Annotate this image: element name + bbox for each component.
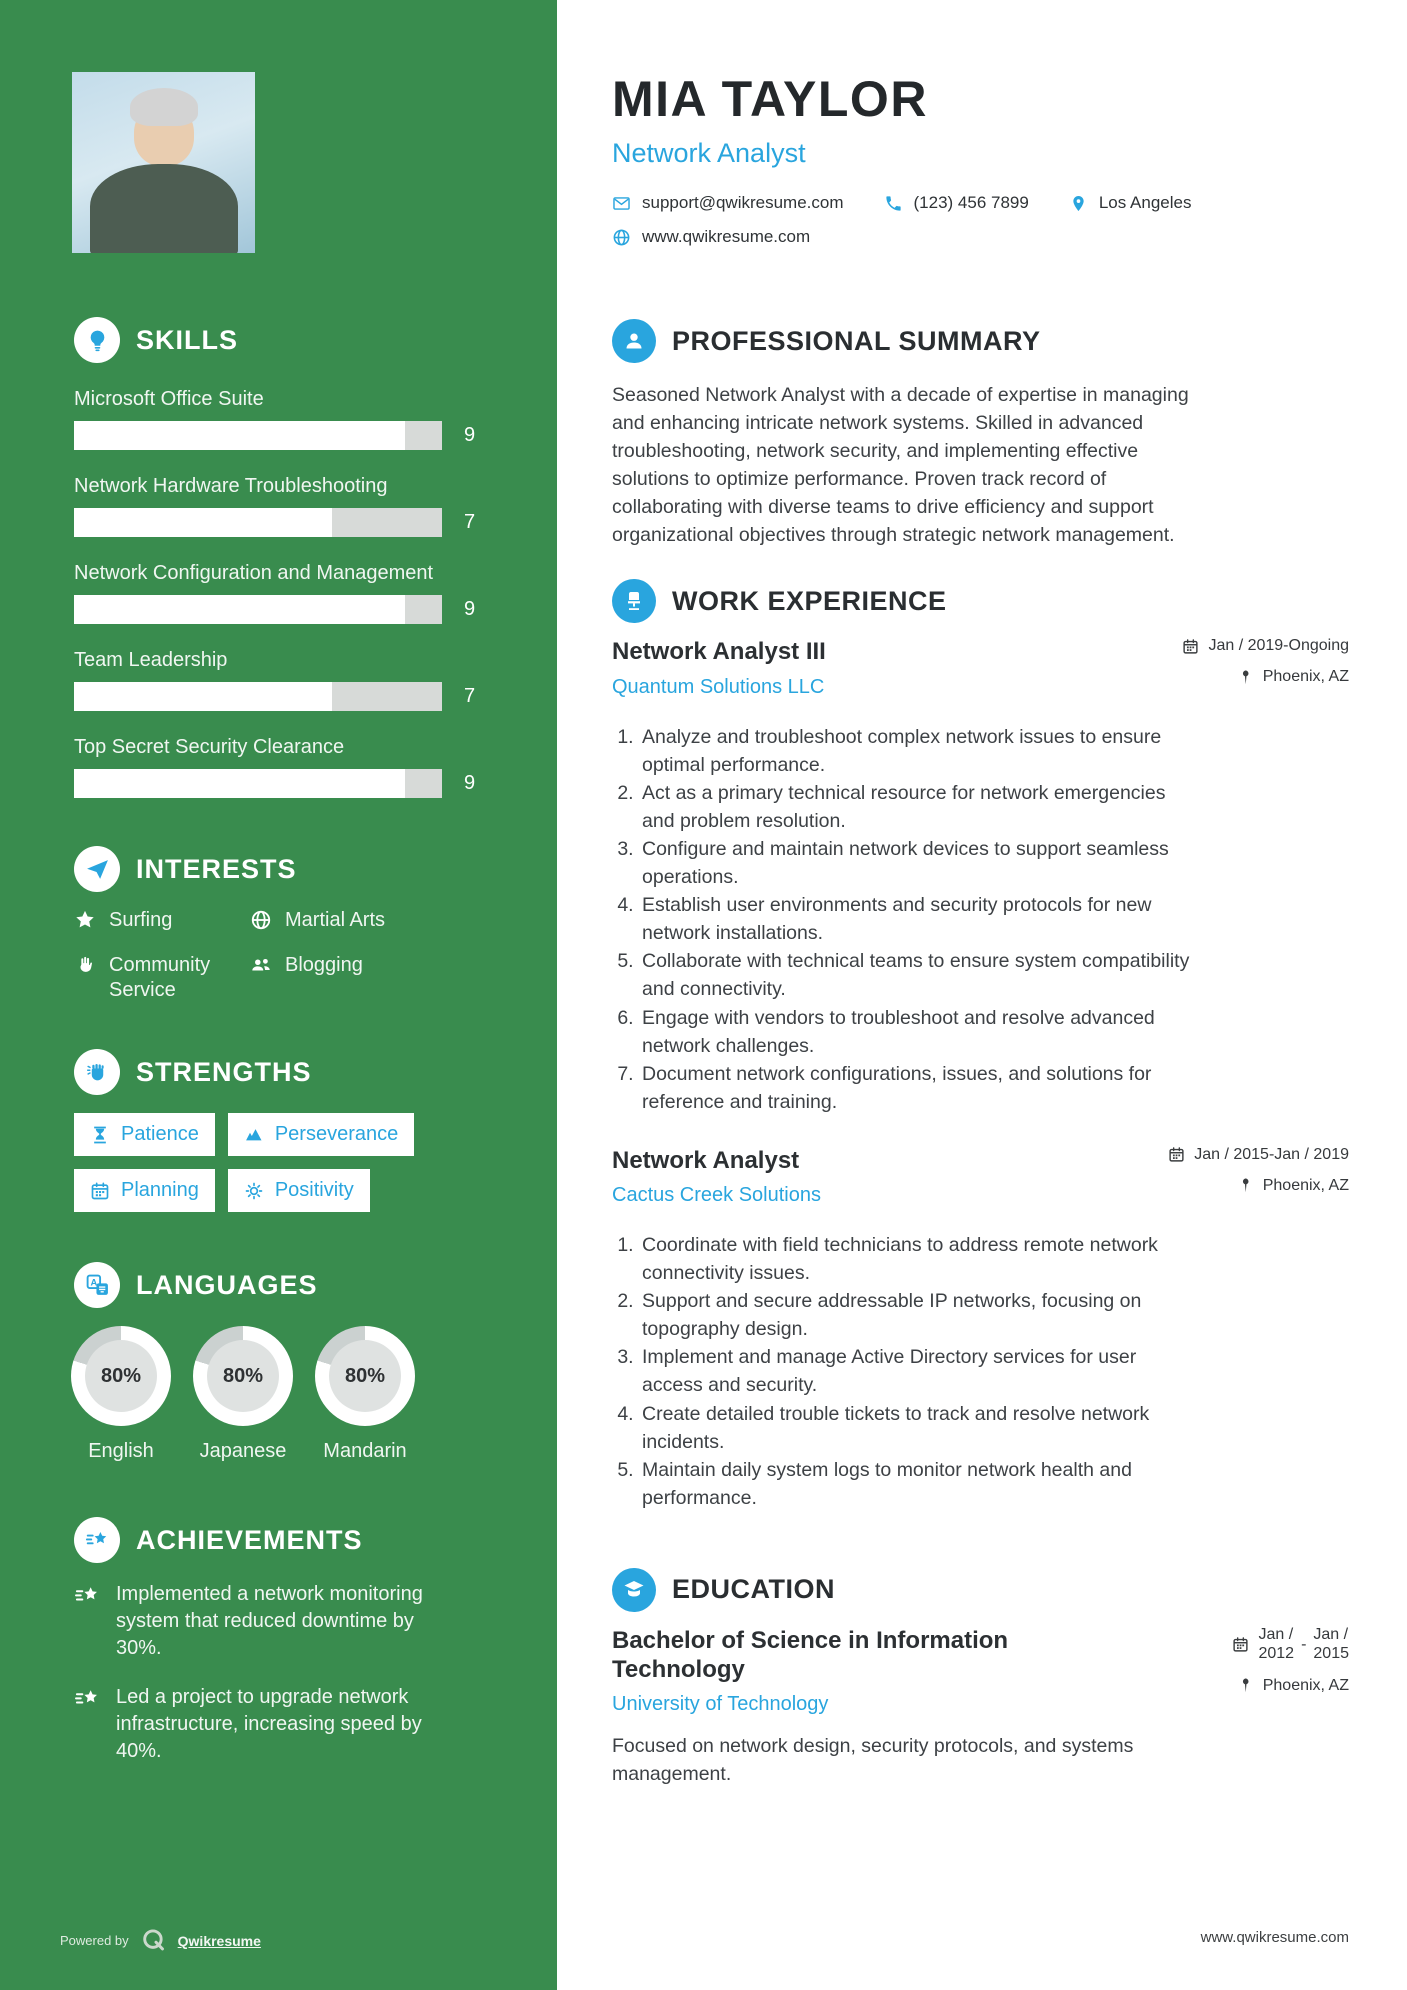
strengths-title: STRENGTHS [136,1056,312,1087]
date-separator: - [1301,1635,1307,1653]
school-name[interactable]: University of Technology [612,1693,829,1716]
duty-item: 4. Establish user environments and security protocols for new network installations. [639,891,1197,947]
hand-icon [74,954,96,976]
duty-item: 5. Collaborate with technical teams to ensure system compatibility and connectivity. [639,947,1197,1003]
achievements-section [74,1517,521,1765]
calendar-icon [1232,1636,1249,1653]
contact-row [612,227,1349,247]
skills-header [74,317,521,363]
skill-bar [74,421,442,450]
star-icon [74,909,96,931]
lightbulb-icon [74,317,120,363]
job-duties-list [612,723,1197,1116]
photo-hair-shape [130,88,198,126]
interest-label: Martial Arts [285,909,386,931]
calendar-icon [1168,1146,1185,1163]
interest-label: Community Service [109,954,211,1001]
location-pin-icon [1069,194,1088,213]
interest-item [250,953,521,1003]
location-value: Los Angeles [1098,193,1192,212]
summary-title: PROFESSIONAL SUMMARY [672,325,1041,356]
job-location: Phoenix, AZ [1182,668,1349,686]
achievement-text: Led a project to upgrade network infrastructure, increasing speed by 40%. [116,1686,422,1762]
location-contact [1069,193,1192,213]
job-entry [612,1146,1349,1512]
interest-label: Surfing [109,909,173,931]
language-gauge [315,1326,415,1426]
strength-chip [228,1169,370,1212]
skills-title: SKILLS [136,324,239,355]
mountain-icon [244,1125,264,1145]
graduation-cap-icon [612,1568,656,1612]
skill-label: Top Secret Security Clearance [74,736,345,758]
duty-item: 1. Coordinate with field technicians to address remote network connectivity issues. [639,1231,1197,1287]
candidate-name: MIA TAYLOR [612,71,928,127]
education-header [612,1568,1349,1612]
strengths-header [74,1049,521,1095]
hourglass-icon [90,1125,110,1145]
website-contact[interactable] [612,227,810,247]
candidate-job-title: Network Analyst [612,138,806,168]
calendar-icon [1182,638,1199,655]
email-contact[interactable] [612,193,844,213]
phone-icon [884,194,903,213]
education-location: Phoenix, AZ [1232,1677,1349,1695]
strength-label: Positivity [274,1179,354,1201]
job-company[interactable]: Quantum Solutions LLC [612,675,825,698]
contact-row [612,193,1349,213]
skill-item [74,735,521,798]
calendar-icon [90,1181,110,1201]
summary-header [612,319,1349,363]
duty-item: 6. Engage with vendors to troubleshoot and resolve advanced network challenges. [639,1004,1197,1060]
paper-plane-icon [74,846,120,892]
skills-section [74,317,521,798]
sun-icon [244,1181,264,1201]
translate-icon [74,1262,120,1308]
achievement-item [74,1581,444,1662]
job-role: Network Analyst [612,1146,800,1174]
strength-chip [74,1113,215,1156]
email-value: support@qwikresume.com [642,193,844,212]
job-role: Network Analyst III [612,638,826,666]
pushpin-icon [1237,1177,1254,1194]
interests-header [74,846,521,892]
skill-bar [74,595,442,624]
skill-bar [74,682,442,711]
skill-score: 7 [464,685,476,707]
education-dates: Jan / 2012 - Jan / 2015 [1232,1626,1349,1664]
users-icon [250,954,272,976]
skill-bar [74,508,442,537]
strength-label: Patience [121,1123,199,1145]
language-percent: 80% [329,1340,401,1412]
qwikresume-link[interactable]: Qwikresume [177,1932,261,1949]
duty-item: 3. Implement and manage Active Directory services for user access and security. [639,1343,1197,1399]
job-company[interactable]: Cactus Creek Solutions [612,1184,821,1207]
skill-bar-fill [74,421,405,450]
languages-section [74,1262,521,1463]
strength-chip [74,1169,215,1212]
skill-item [74,648,521,711]
job-duties-list [612,1231,1197,1512]
duty-item: 5. Maintain daily system logs to monitor network health and performance. [639,1456,1197,1512]
job-dates: Jan / 2019-Ongoing [1182,637,1349,655]
skill-item [74,387,521,450]
website-value: www.qwikresume.com [642,227,811,246]
language-percent: 80% [85,1340,157,1412]
achievement-item [74,1684,444,1765]
education-description: Focused on network design, security protocols, and systems management. [612,1735,1134,1786]
footer-website[interactable]: www.qwikresume.com [1200,1929,1349,1946]
skill-score: 9 [464,598,476,620]
skill-label: Microsoft Office Suite [74,388,264,410]
language-item [66,1326,176,1463]
shooting-star-icon [74,1686,101,1713]
skill-item [74,474,521,537]
phone-value: (123) 456 7899 [913,193,1029,212]
sidebar [0,0,557,1990]
globe-icon [250,909,272,931]
shooting-star-icon [74,1583,101,1610]
interest-label: Blogging [285,954,363,976]
office-chair-icon [612,579,656,623]
interests-title: INTERESTS [136,853,297,884]
achievement-text: Implemented a network monitoring system that reduced downtime by 30%. [116,1583,423,1659]
job-location: Phoenix, AZ [1168,1177,1349,1195]
strengths-section [74,1049,521,1212]
skill-item [74,561,521,624]
skill-bar-fill [74,508,332,537]
skill-bar [74,769,442,798]
languages-title: LANGUAGES [136,1269,318,1300]
pushpin-icon [1237,669,1254,686]
qwikresume-logo-icon [140,1927,167,1954]
skill-bar-fill [74,682,332,711]
experience-title: WORK EXPERIENCE [672,585,947,616]
sidebar-footer [60,1927,261,1954]
strength-chip [228,1113,414,1156]
duty-item: 2. Support and secure addressable IP networks, focusing on topography design. [639,1287,1197,1343]
achievements-title: ACHIEVEMENTS [136,1524,363,1555]
pushpin-icon [1237,1677,1254,1694]
phone-contact [884,193,1029,213]
languages-header [74,1262,521,1308]
language-label: Mandarin [323,1440,407,1462]
skill-label: Team Leadership [74,649,228,671]
degree-name: Bachelor of Science in Information Technology [612,1626,1009,1684]
interest-item [74,953,250,1003]
language-percent: 80% [207,1340,279,1412]
summary-text: Seasoned Network Analyst with a decade of expertise in managing and enhancing intricate network systems. Skilled in advanced troubleshooting, network security, and implementing effective solutions to optimize performance. Proven track record of collaborating with diverse teams to drive efficiency and support organizational objectives through strategic network management. [612,384,1189,547]
language-gauge [193,1326,293,1426]
skill-bar-fill [74,769,405,798]
experience-section [612,579,1349,1511]
education-title: EDUCATION [672,1574,835,1605]
powered-by-label: Powered by [60,1933,129,1948]
experience-header [612,579,1349,623]
skill-label: Network Configuration and Management [74,562,434,584]
education-entry [612,1626,1349,1789]
duty-item: 1. Analyze and troubleshoot complex network issues to ensure optimal performance. [639,723,1197,779]
language-gauge [71,1326,171,1426]
person-icon [612,319,656,363]
shooting-star-icon [74,1517,120,1563]
main-content [557,0,1407,1990]
education-section [612,1568,1349,1789]
job-dates: Jan / 2015-Jan / 2019 [1168,1146,1349,1164]
strength-label: Planning [121,1179,199,1201]
globe-icon [612,228,631,247]
mail-icon [612,194,631,213]
language-label: English [88,1440,154,1462]
language-label: Japanese [199,1440,287,1462]
profile-photo [72,72,255,253]
duty-item: 7. Document network configurations, issues, and solutions for reference and training. [639,1060,1197,1116]
fist-icon [74,1049,120,1095]
interest-item [74,908,250,933]
duty-item: 4. Create detailed trouble tickets to track and resolve network incidents. [639,1400,1197,1456]
summary-section [612,319,1349,549]
duty-item: 3. Configure and maintain network devices to support seamless operations. [639,835,1197,891]
language-item [188,1326,298,1463]
skill-bar-fill [74,595,405,624]
strength-label: Perseverance [274,1123,399,1145]
interest-item [250,908,521,933]
duty-item: 2. Act as a primary technical resource for network emergencies and problem resolution. [639,779,1197,835]
achievements-header [74,1517,521,1563]
skill-score: 7 [464,511,476,533]
interests-section [74,846,521,1003]
skill-label: Network Hardware Troubleshooting [74,475,388,497]
job-entry [612,637,1349,1115]
skill-score: 9 [464,424,476,446]
language-item [310,1326,420,1463]
skill-score: 9 [464,772,476,794]
